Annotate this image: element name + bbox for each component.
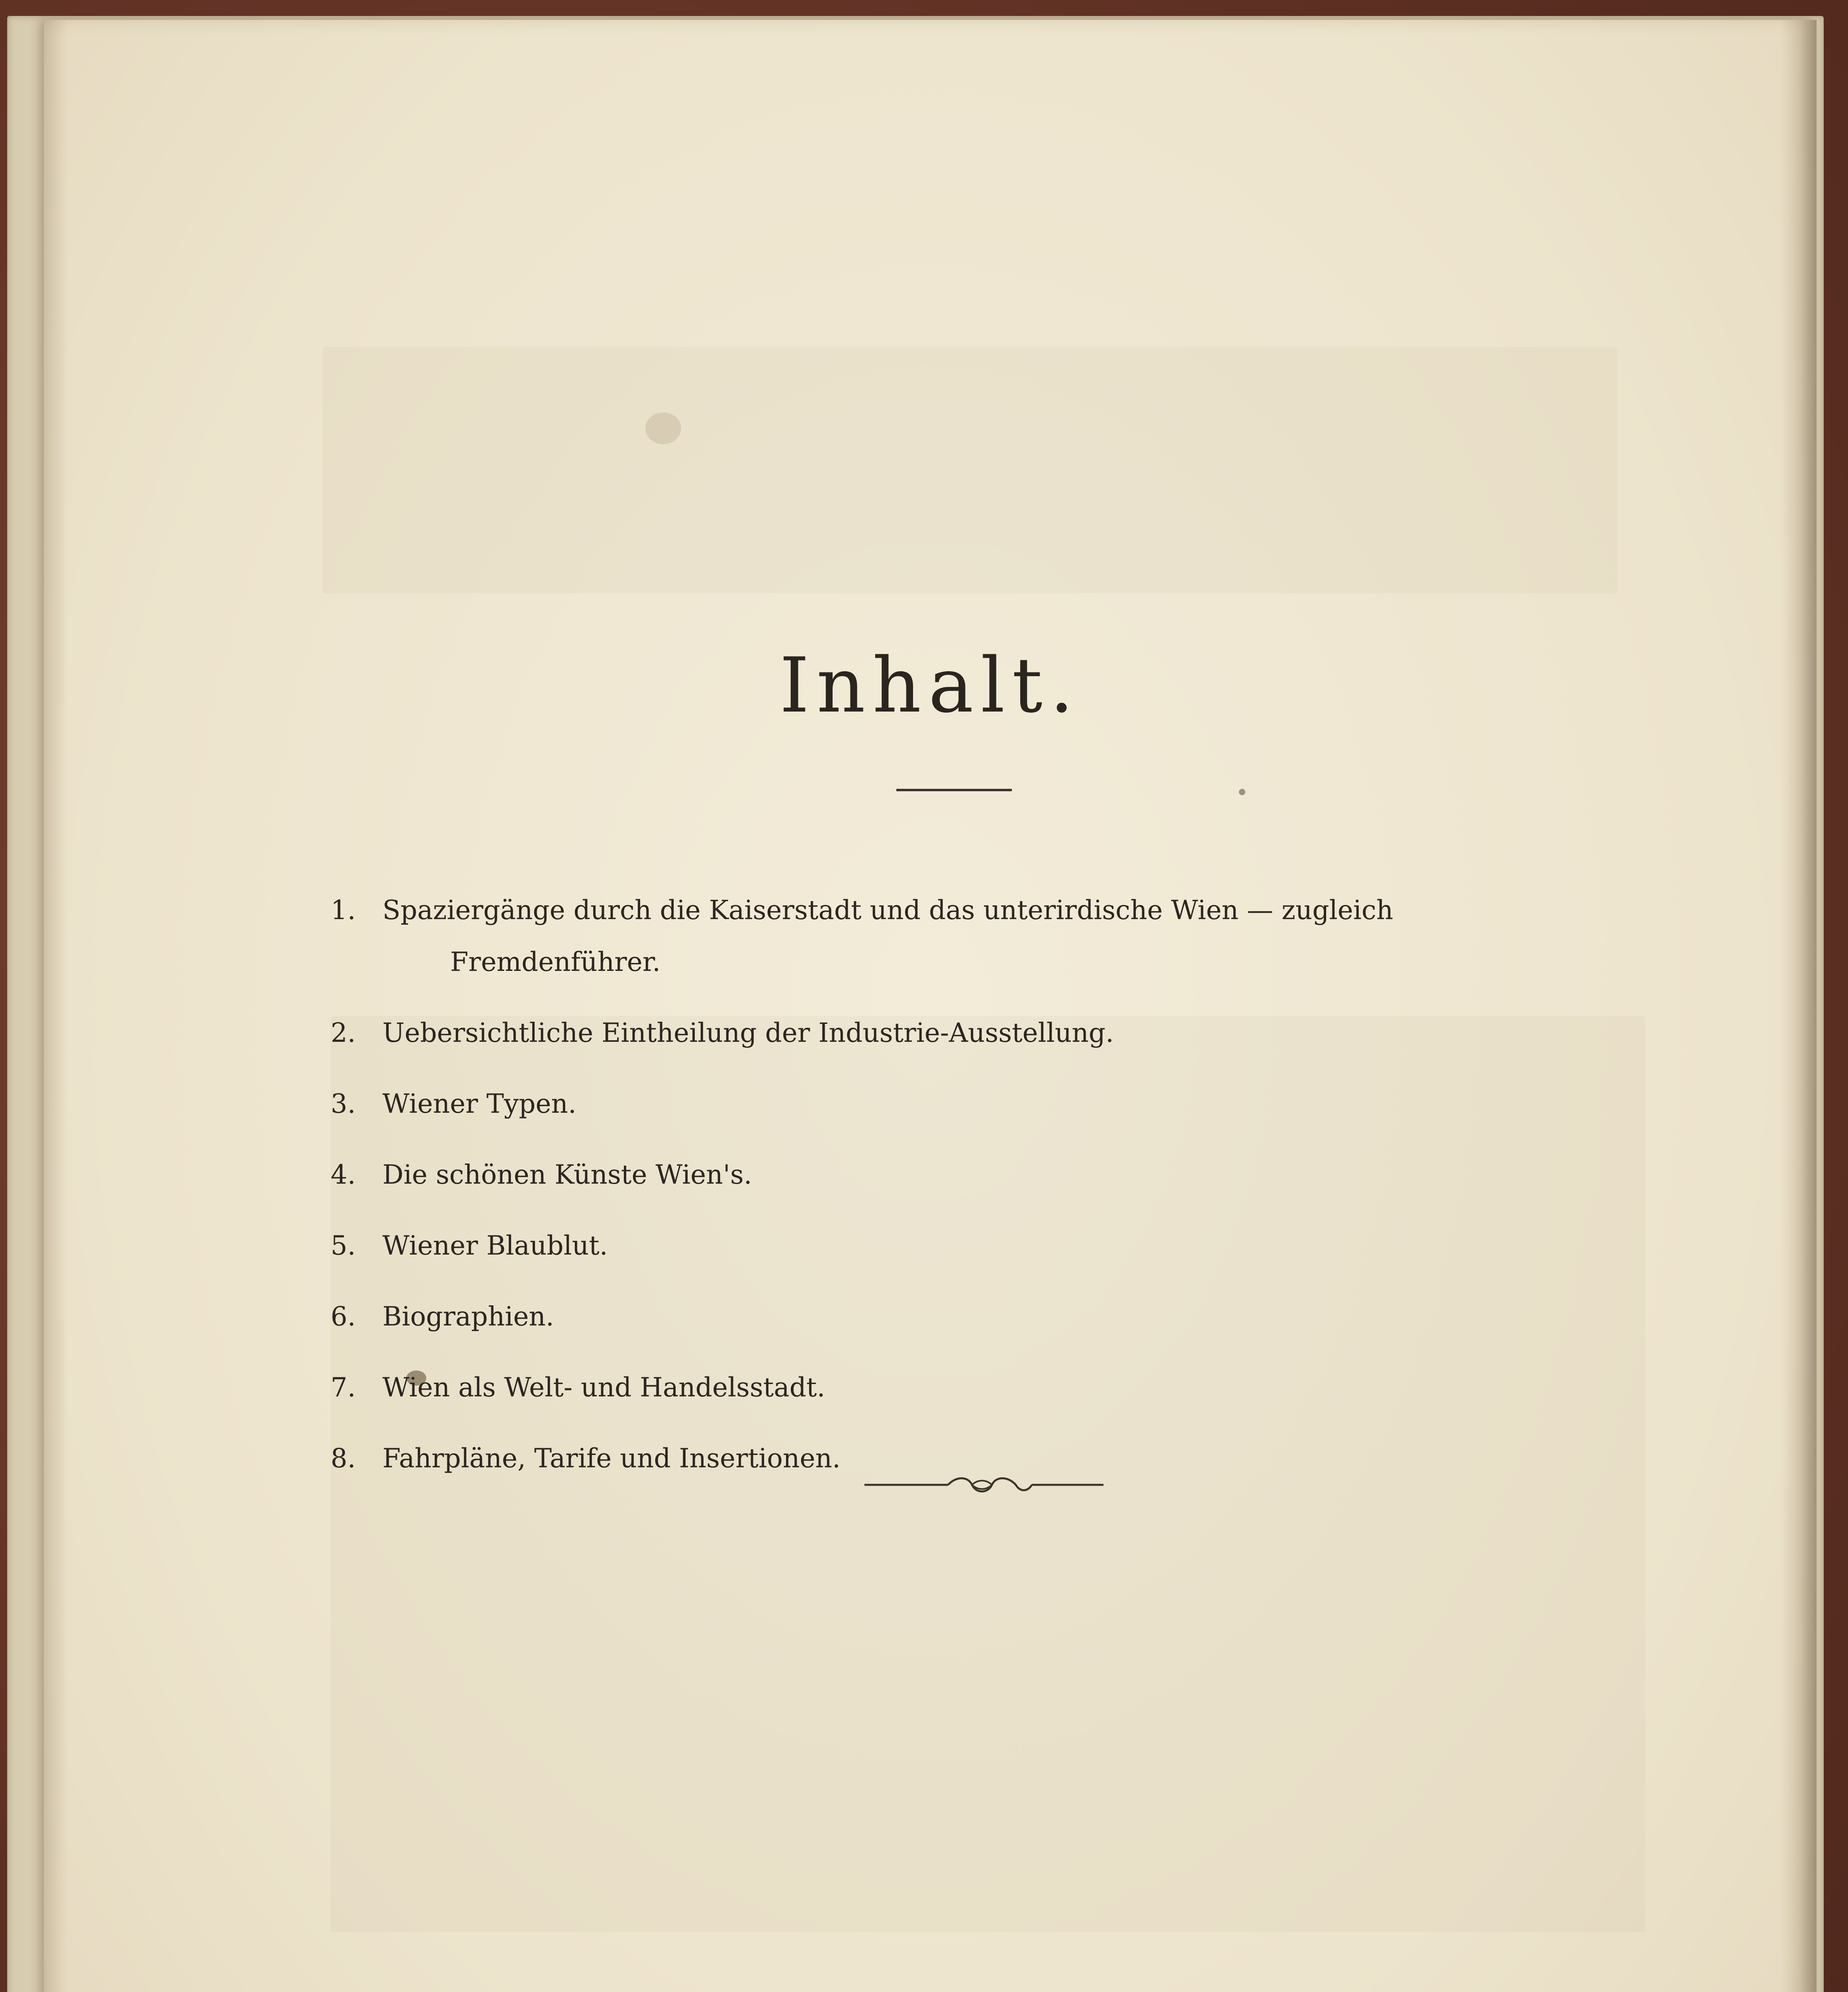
toc-entry-text: Wiener Typen. [382,1088,577,1119]
toc-entry [331,1149,1637,1201]
toc-entry-line: Spaziergänge durch die Kaiserstadt und das unterirdische Wien — zugleich [382,895,1393,925]
ink-spot [1239,789,1245,795]
toc-entry [331,884,1637,988]
toc-entry-number: 5. [331,1230,356,1261]
page-left-shading [44,20,68,1992]
toc-entry-number: 4. [331,1159,356,1190]
toc-entry-number: 1. [331,895,356,925]
toc-entry-number: 3. [331,1088,356,1119]
toc-entry-number: 6. [331,1301,356,1332]
toc-entry-text [382,884,1637,988]
toc-entry-text: Wien als Welt- und Handelsstadt. [382,1372,825,1403]
toc-entry-continuation: Fremdenführer. [450,947,661,977]
toc-entry-text: Fahrpläne, Tarife und Insertionen. [382,1443,841,1474]
toc-entry [331,1007,1637,1059]
toc-entry-text: Die schönen Künste Wien's. [382,1159,752,1190]
bleed-through-top [323,347,1617,594]
title-rule [896,789,1012,791]
book-page [44,20,1817,1992]
toc-entry [331,1291,1637,1343]
paper-stain [645,412,681,444]
table-of-contents [331,884,1637,1504]
toc-entry-text: Biographien. [382,1301,554,1332]
toc-entry-number: 2. [331,1018,356,1048]
toc-entry-number: 7. [331,1372,356,1403]
toc-entry-text: Uebersichtliche Eintheilung der Industrie-Ausstellung. [382,1018,1114,1048]
toc-entry-text: Wiener Blaublut. [382,1230,608,1261]
toc-entry [331,1362,1637,1414]
binding-gutter [1781,20,1817,1992]
toc-entry-number: 8. [331,1443,356,1474]
toc-entry [331,1220,1637,1272]
toc-entry [331,1078,1637,1130]
page-title: Inhalt. [779,641,1081,729]
ornament-divider [864,1472,1103,1496]
